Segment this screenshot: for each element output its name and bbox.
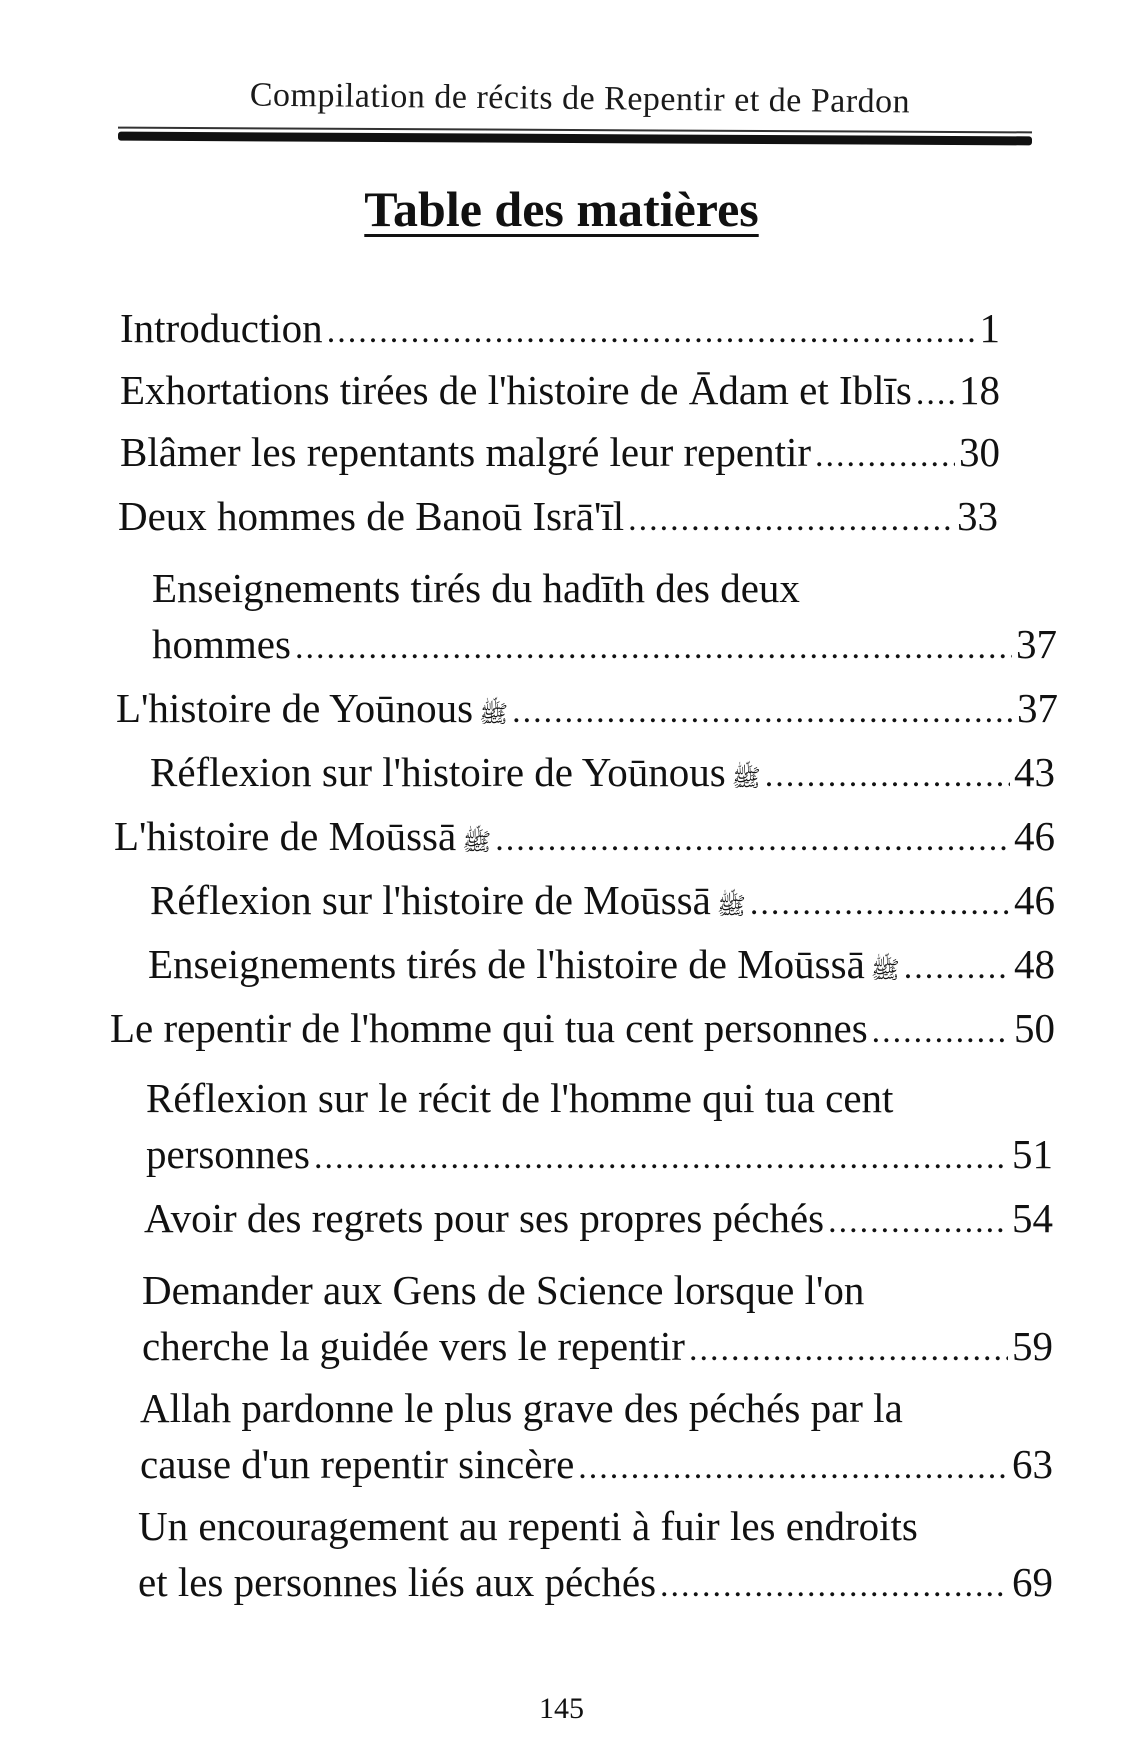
honorific-glyph: ﷺ	[479, 700, 509, 728]
toc-entry-page: 48	[1014, 941, 1055, 987]
dot-leader	[765, 748, 1010, 804]
honorific-glyph: ﷺ	[716, 892, 746, 920]
toc-entry-title: cause d'un repentir sincère	[140, 1441, 575, 1487]
toc-entry[interactable]	[118, 488, 998, 548]
toc-entry[interactable]	[138, 1498, 1053, 1614]
dot-leader	[295, 620, 1012, 676]
dot-leader	[689, 1322, 1008, 1378]
toc-entry[interactable]	[150, 872, 1055, 934]
toc-entry-title: Avoir des regrets pour ses propres péchés	[144, 1195, 825, 1241]
dot-leader	[750, 876, 1010, 932]
dot-leader	[916, 366, 955, 422]
toc-entry[interactable]	[140, 1380, 1053, 1496]
toc-entry-page: 33	[957, 493, 998, 539]
dot-leader	[904, 940, 1010, 996]
dot-leader	[872, 1004, 1010, 1060]
toc-entry-page: 37	[1016, 621, 1057, 667]
dot-leader	[314, 1130, 1008, 1186]
page-number: 145	[539, 1692, 584, 1725]
toc-entry[interactable]	[120, 424, 1000, 484]
honorific-glyph: ﷺ	[731, 764, 761, 792]
toc-entry-title-line1: Enseignements tirés du hadīth des deux	[152, 565, 800, 611]
toc-entry-title: Introduction	[120, 305, 323, 351]
toc-entry-title: cherche la guidée vers le repentir	[142, 1323, 685, 1369]
toc-entry[interactable]	[142, 1262, 1053, 1378]
toc-entry[interactable]	[146, 1070, 1053, 1186]
dot-leader	[327, 304, 976, 360]
dot-leader	[512, 684, 1013, 740]
toc-entry-page: 30	[959, 429, 1000, 475]
toc-entry-page: 37	[1017, 685, 1058, 731]
toc-entry[interactable]	[144, 1190, 1053, 1250]
toc-entry-title: Deux hommes de Banoū Isrā'īl	[118, 493, 625, 539]
toc-entry-title: Réflexion sur l'histoire de Yoūnous	[150, 749, 726, 795]
toc-entry[interactable]	[110, 1000, 1055, 1060]
toc-entry-page: 46	[1014, 877, 1055, 923]
dot-leader	[815, 428, 955, 484]
toc-entry-title: personnes	[146, 1131, 310, 1177]
toc-entry[interactable]	[152, 560, 1057, 676]
toc-entry-title: Le repentir de l'homme qui tua cent personnes	[110, 1005, 868, 1051]
toc-entry-page: 50	[1014, 1005, 1055, 1051]
running-header: Compilation de récits de Repentir et de Pardon	[249, 76, 911, 121]
toc-entry-title-line1: Allah pardonne le plus grave des péchés par la	[140, 1385, 903, 1431]
toc-entry-page: 54	[1012, 1195, 1053, 1241]
dot-leader	[628, 492, 953, 548]
honorific-glyph: ﷺ	[462, 828, 492, 856]
dot-leader	[578, 1440, 1008, 1496]
toc-entry-page: 43	[1014, 749, 1055, 795]
toc-entry-title: L'histoire de Moūssā	[114, 813, 457, 859]
toc-entry-page: 1	[979, 305, 1000, 351]
toc-entry[interactable]	[150, 744, 1055, 806]
dot-leader	[495, 812, 1010, 868]
toc-entry[interactable]	[148, 936, 1055, 998]
dot-leader	[660, 1558, 1008, 1614]
toc-entry-title: et les personnes liés aux péchés	[138, 1559, 657, 1605]
toc-entry-page: 46	[1014, 813, 1055, 859]
toc-entry-title: Exhortations tirées de l'histoire de Ādam et Iblīs	[120, 367, 912, 413]
toc-entry-title: hommes	[152, 621, 291, 667]
dot-leader	[828, 1194, 1008, 1250]
toc-entry-title: Réflexion sur l'histoire de Moūssā	[150, 877, 711, 923]
toc-entry-page: 59	[1012, 1323, 1053, 1369]
toc-entry-title: L'histoire de Yoūnous	[116, 685, 474, 731]
toc-entry[interactable]	[120, 300, 1000, 360]
toc-entry-title-line1: Un encouragement au repenti à fuir les endroits	[138, 1503, 918, 1549]
toc-entry-title-line1: Demander aux Gens de Science lorsque l'on	[142, 1267, 865, 1313]
toc-title-text: Table des matières	[364, 181, 759, 237]
toc-entry-title: Enseignements tirés de l'histoire de Moūssā	[148, 941, 865, 987]
toc-entry-title-line1: Réflexion sur le récit de l'homme qui tua cent	[146, 1075, 894, 1121]
toc-entry-page: 63	[1012, 1441, 1053, 1487]
toc-entry[interactable]	[114, 808, 1055, 870]
toc-entry-page: 69	[1012, 1559, 1053, 1605]
toc-entry[interactable]	[116, 680, 1058, 742]
toc-entry-page: 18	[959, 367, 1000, 413]
honorific-glyph: ﷺ	[870, 956, 900, 984]
toc-entry[interactable]	[120, 362, 1000, 422]
toc-entry-page: 51	[1012, 1131, 1053, 1177]
toc-entry-title: Blâmer les repentants malgré leur repentir	[120, 429, 812, 475]
